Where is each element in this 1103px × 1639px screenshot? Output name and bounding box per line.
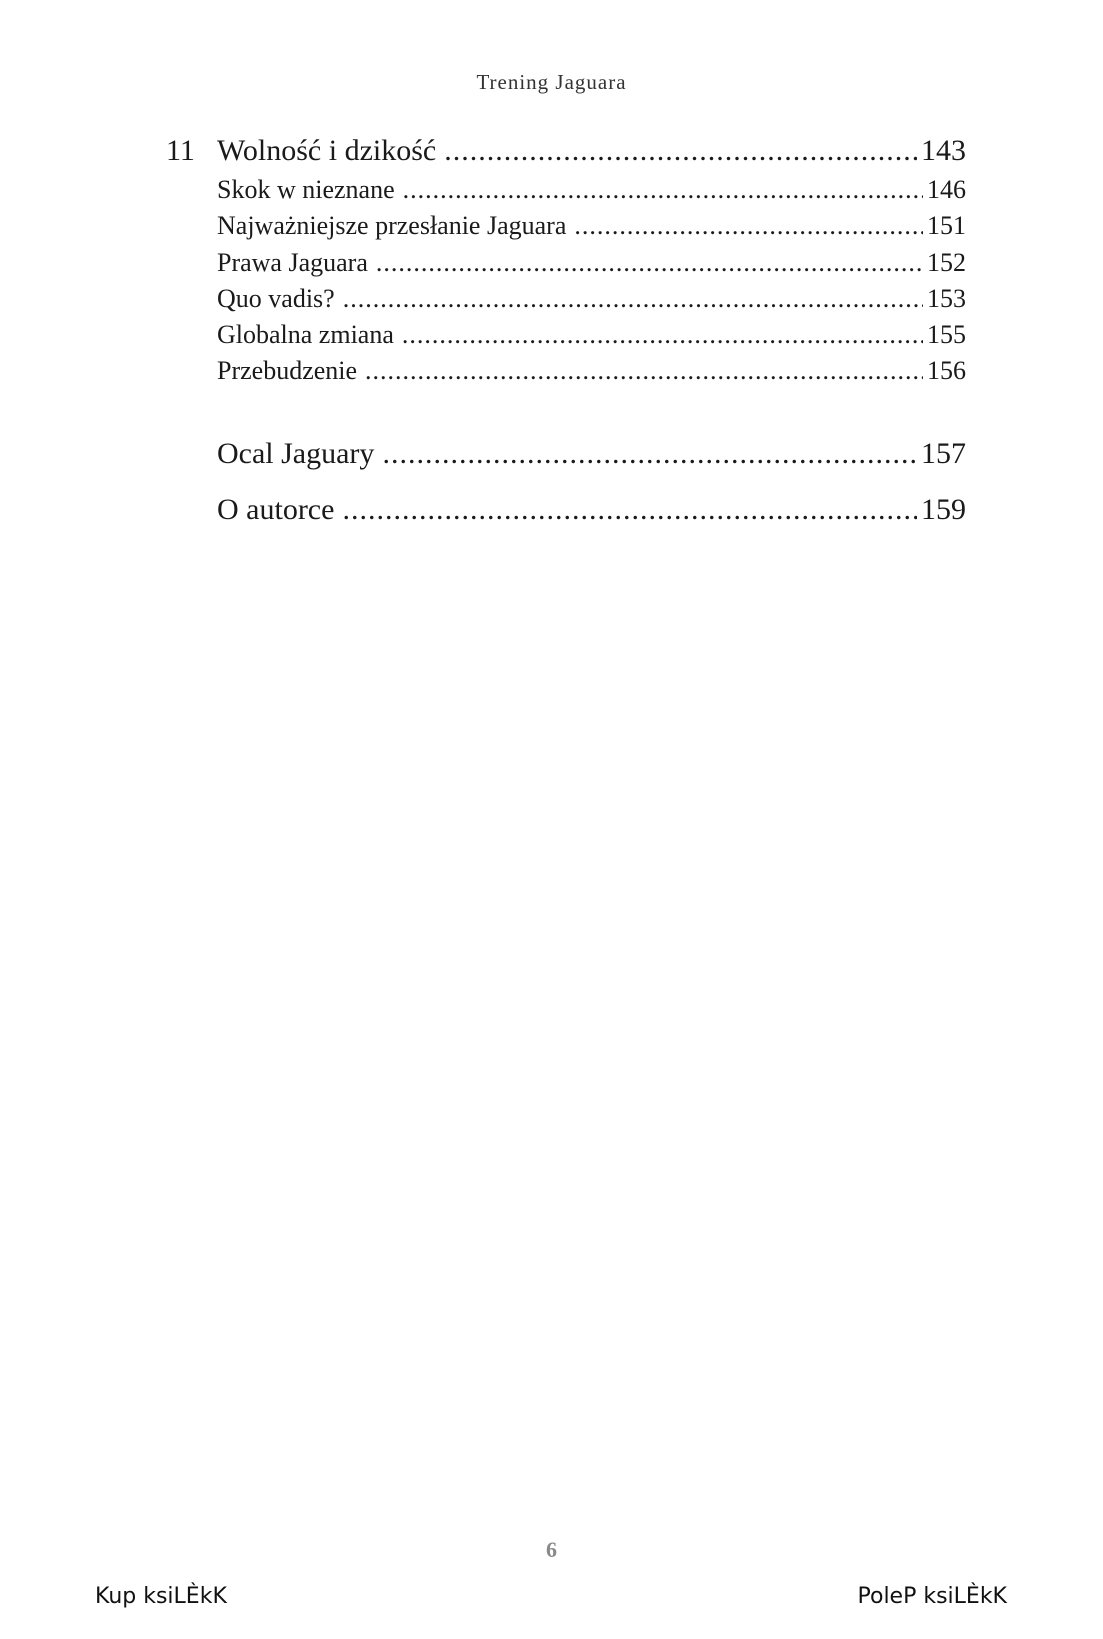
dot-leader — [444, 134, 917, 168]
section-page-number: 153 — [927, 284, 966, 313]
section-page-number: 152 — [927, 248, 966, 277]
toc-chapter-11[interactable] — [166, 134, 966, 168]
section-title: Skok w nieznane — [217, 175, 395, 204]
section-title: Globalna zmiana — [217, 320, 394, 349]
toc-section-globalna-zmiana[interactable] — [166, 320, 966, 350]
section-title: Przebudzenie — [217, 356, 358, 385]
running-header: Trening Jaguara — [476, 70, 627, 94]
dot-leader — [402, 320, 923, 350]
chapter-page-number: 143 — [921, 134, 966, 167]
toc-section-skok-w-nieznane[interactable] — [166, 175, 966, 205]
toc-section-quo-vadis[interactable] — [166, 284, 966, 314]
section-page-number: 146 — [927, 175, 966, 204]
recommend-book-link[interactable]: PoleP ksiLЀkK — [857, 1584, 1007, 1609]
section-page-number: 151 — [927, 211, 966, 240]
toc-section-najwazniejsze-przeslanie[interactable] — [166, 211, 966, 241]
dot-leader — [343, 284, 923, 314]
dot-leader — [365, 356, 923, 386]
backmatter-title: O autorce — [217, 493, 335, 526]
dot-leader — [574, 211, 923, 241]
dot-leader — [342, 493, 917, 527]
dot-leader — [382, 437, 917, 471]
toc-section-prawa-jaguara[interactable] — [166, 248, 966, 278]
buy-book-link[interactable]: Kup ksiLЀkK — [95, 1584, 227, 1609]
backmatter-title: Ocal Jaguary — [217, 437, 375, 470]
page-number: 6 — [546, 1537, 557, 1562]
backmatter-page-number: 159 — [921, 493, 966, 526]
section-title: Quo vadis? — [217, 284, 335, 313]
dot-leader — [376, 248, 923, 278]
toc-backmatter-o-autorce[interactable] — [166, 493, 966, 527]
section-title: Najważniejsze przesłanie Jaguara — [217, 211, 567, 240]
section-title: Prawa Jaguara — [217, 248, 368, 277]
toc-backmatter-ocal-jaguary[interactable] — [166, 437, 966, 471]
backmatter-page-number: 157 — [921, 437, 966, 470]
section-page-number: 155 — [927, 320, 966, 349]
chapter-number: 11 — [166, 134, 195, 167]
section-page-number: 156 — [927, 356, 966, 385]
dot-leader — [403, 175, 923, 205]
toc-section-przebudzenie[interactable] — [166, 356, 966, 386]
chapter-title: Wolność i dzikość — [217, 134, 437, 167]
